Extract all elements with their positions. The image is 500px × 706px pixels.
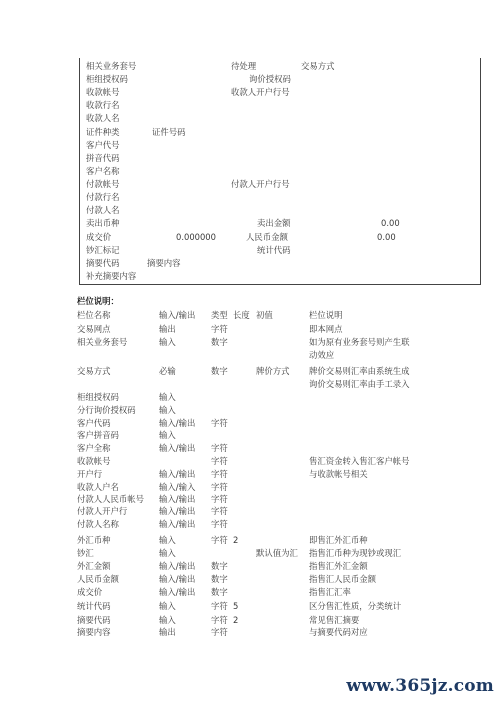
legend-cell-io: 输入/输出 bbox=[159, 469, 196, 479]
legend-cell-type: 字符 bbox=[211, 627, 228, 637]
legend-cell-name: 交易方式 bbox=[77, 366, 111, 376]
legend-cell-name: 摘要代码 bbox=[77, 615, 111, 625]
legend-cell-desc: 牌价交易则汇率由系统生成 bbox=[309, 366, 410, 376]
legend-cell-type: 数字 bbox=[211, 337, 228, 347]
legend-cell-desc: 指售汇币种为现钞或现汇 bbox=[309, 548, 402, 558]
label-rmb-amount: 人民币金额 bbox=[246, 232, 288, 242]
legend-cell-io: 输入 bbox=[159, 548, 176, 558]
label-payer-account: 付款帐号 bbox=[86, 179, 120, 189]
legend-cell-type: 字符 bbox=[211, 482, 228, 492]
legend-cell-type: 字符 bbox=[211, 324, 228, 334]
legend-cell-io: 输入 bbox=[159, 535, 176, 545]
legend-cell-type: 数字 bbox=[211, 561, 228, 571]
legend-header-type: 类型 bbox=[211, 310, 228, 320]
legend-cell-length: 5 bbox=[233, 601, 239, 611]
legend-cell-name: 外汇金额 bbox=[77, 561, 111, 571]
legend-cell-io: 输出 bbox=[159, 324, 176, 334]
legend-cell-type: 字符 bbox=[211, 469, 228, 479]
legend-cell-name: 成交价 bbox=[77, 587, 103, 597]
legend-cell-desc: 动效应 bbox=[309, 350, 335, 360]
legend-cell-io: 输入/输出 bbox=[159, 506, 196, 516]
legend-cell-desc: 即售汇外汇币种 bbox=[309, 535, 368, 545]
legend-cell-type: 字符 bbox=[211, 519, 228, 529]
legend-cell-io: 输入/输出 bbox=[159, 494, 196, 504]
legend-cell-type: 字符 bbox=[211, 615, 228, 625]
label-sell-currency: 卖出币种 bbox=[86, 218, 120, 228]
legend-cell-io: 输入/输入 bbox=[159, 482, 196, 492]
legend-header-desc: 栏位说明 bbox=[309, 310, 343, 320]
legend-cell-name: 付款人名称 bbox=[77, 519, 119, 529]
label-inquiry-auth-no: 询价授权码 bbox=[249, 74, 291, 84]
legend-cell-io: 输入 bbox=[159, 601, 176, 611]
legend-cell-desc: 与摘要代码对应 bbox=[309, 627, 368, 637]
label-summary-code: 摘要代码 bbox=[86, 258, 120, 268]
legend-cell-io: 输入/输出 bbox=[159, 418, 196, 428]
legend-cell-name: 付款人人民币帐号 bbox=[77, 494, 144, 504]
legend-cell-type: 字符 bbox=[211, 443, 228, 453]
legend-cell-name: 客户代码 bbox=[77, 418, 111, 428]
legend-cell-name: 开户行 bbox=[77, 469, 103, 479]
label-transaction-method: 交易方式 bbox=[301, 61, 335, 71]
legend-cell-length: 2 bbox=[233, 535, 239, 545]
legend-cell-name: 收款人户名 bbox=[77, 482, 119, 492]
legend-cell-desc: 常见售汇摘要 bbox=[309, 615, 360, 625]
legend-header-length: 长度 bbox=[233, 310, 250, 320]
legend-cell-type: 字符 bbox=[211, 506, 228, 516]
label-deal-price: 成交价 bbox=[86, 232, 112, 242]
legend-cell-name: 钞汇 bbox=[77, 548, 94, 558]
legend-cell-desc: 售汇资金转入售汇客户帐号 bbox=[309, 456, 410, 466]
legend-heading: 栏位说明： bbox=[77, 296, 119, 306]
legend-cell-name: 收款帐号 bbox=[77, 456, 111, 466]
legend-cell-name: 客户拼音码 bbox=[77, 430, 119, 440]
watermark: www.365jz.com bbox=[346, 676, 494, 696]
label-branch-auth-no: 柜组授权码 bbox=[86, 74, 128, 84]
legend-cell-io: 输入 bbox=[159, 405, 176, 415]
label-customer-code: 客户代号 bbox=[86, 140, 120, 150]
label-stat-code: 统计代码 bbox=[257, 245, 291, 255]
legend-cell-io: 输入 bbox=[159, 430, 176, 440]
label-customer-name: 客户名称 bbox=[86, 166, 120, 176]
label-id-type: 证件种类 bbox=[86, 127, 120, 137]
legend-cell-io: 输入/输出 bbox=[159, 443, 196, 453]
legend-cell-type: 字符 bbox=[211, 418, 228, 428]
legend-cell-io: 输入/输出 bbox=[159, 519, 196, 529]
legend-cell-length: 2 bbox=[233, 615, 239, 625]
legend-cell-io: 输入/输出 bbox=[159, 561, 196, 571]
label-payee-name: 收款人名 bbox=[86, 113, 120, 123]
legend-cell-name: 统计代码 bbox=[77, 601, 111, 611]
legend-cell-name: 人民币金额 bbox=[77, 574, 119, 584]
legend-cell-desc: 指售汇外汇金额 bbox=[309, 561, 368, 571]
label-cash-flag: 钞汇标记 bbox=[86, 245, 120, 255]
legend-cell-desc: 即本网点 bbox=[309, 324, 343, 334]
label-sell-amount: 卖出金额 bbox=[257, 218, 291, 228]
label-supplementary-summary: 补充摘要内容 bbox=[86, 271, 137, 281]
legend-header-io: 输入/输出 bbox=[159, 310, 196, 320]
legend-cell-type: 字符 bbox=[211, 456, 228, 466]
legend-cell-initial: 默认值为汇 bbox=[256, 548, 298, 558]
label-payer-bank-no: 付款人开户行号 bbox=[231, 179, 290, 189]
label-id-number: 证件号码 bbox=[152, 127, 186, 137]
label-payer-bank-name: 付款行名 bbox=[86, 192, 120, 202]
label-payee-bank-no: 收款人开户行号 bbox=[231, 87, 290, 97]
legend-cell-name: 付款人开户行 bbox=[77, 506, 128, 516]
legend-cell-type: 数字 bbox=[211, 587, 228, 597]
legend-cell-desc: 询价交易则汇率由手工录入 bbox=[309, 379, 410, 389]
legend-cell-type: 字符 bbox=[211, 601, 228, 611]
legend-cell-io: 输入/输出 bbox=[159, 574, 196, 584]
value-deal-price: 0.000000 bbox=[176, 232, 216, 242]
legend-cell-io: 输入 bbox=[159, 392, 176, 402]
legend-cell-desc: 指售汇汇率 bbox=[309, 587, 351, 597]
label-payee-account: 收款帐号 bbox=[86, 87, 120, 97]
legend-cell-name: 相关业务套号 bbox=[77, 337, 128, 347]
value-sell-amount: 0.00 bbox=[381, 218, 400, 228]
legend-cell-desc: 指售汇人民币金额 bbox=[309, 574, 376, 584]
label-pending: 待处理 bbox=[231, 61, 257, 71]
legend-cell-desc: 与收款帐号相关 bbox=[309, 469, 368, 479]
legend-cell-type: 字符 bbox=[211, 535, 228, 545]
legend-cell-io: 输出 bbox=[159, 627, 176, 637]
legend-cell-initial: 牌价方式 bbox=[256, 366, 290, 376]
legend-cell-name: 分行询价授权码 bbox=[77, 405, 136, 415]
label-summary-content: 摘要内容 bbox=[147, 258, 181, 268]
legend-cell-type: 字符 bbox=[211, 494, 228, 504]
legend-cell-name: 柜组授权码 bbox=[77, 392, 119, 402]
legend-cell-desc: 如为原有业务套号则产生联 bbox=[309, 337, 410, 347]
legend-cell-name: 外汇币种 bbox=[77, 535, 111, 545]
label-payee-bank-name: 收款行名 bbox=[86, 100, 120, 110]
label-pinyin-code: 拼音代码 bbox=[86, 153, 120, 163]
legend-cell-type: 数字 bbox=[211, 574, 228, 584]
legend-cell-name: 交易网点 bbox=[77, 324, 111, 334]
legend-cell-io: 输入 bbox=[159, 337, 176, 347]
label-payer-name: 付款人名 bbox=[86, 205, 120, 215]
legend-cell-desc: 区分售汇性质，分类统计 bbox=[309, 601, 402, 611]
legend-cell-io: 必输 bbox=[159, 366, 176, 376]
legend-cell-io: 输入 bbox=[159, 615, 176, 625]
legend-cell-io: 输入/输出 bbox=[159, 587, 196, 597]
legend-cell-name: 摘要内容 bbox=[77, 627, 111, 637]
legend-header-name: 栏位名称 bbox=[77, 310, 111, 320]
value-rmb-amount: 0.00 bbox=[377, 232, 396, 242]
label-related-business-no: 相关业务套号 bbox=[86, 61, 137, 71]
legend-cell-type: 数字 bbox=[211, 366, 228, 376]
legend-header-initial: 初值 bbox=[256, 310, 273, 320]
legend-cell-name: 客户全称 bbox=[77, 443, 111, 453]
